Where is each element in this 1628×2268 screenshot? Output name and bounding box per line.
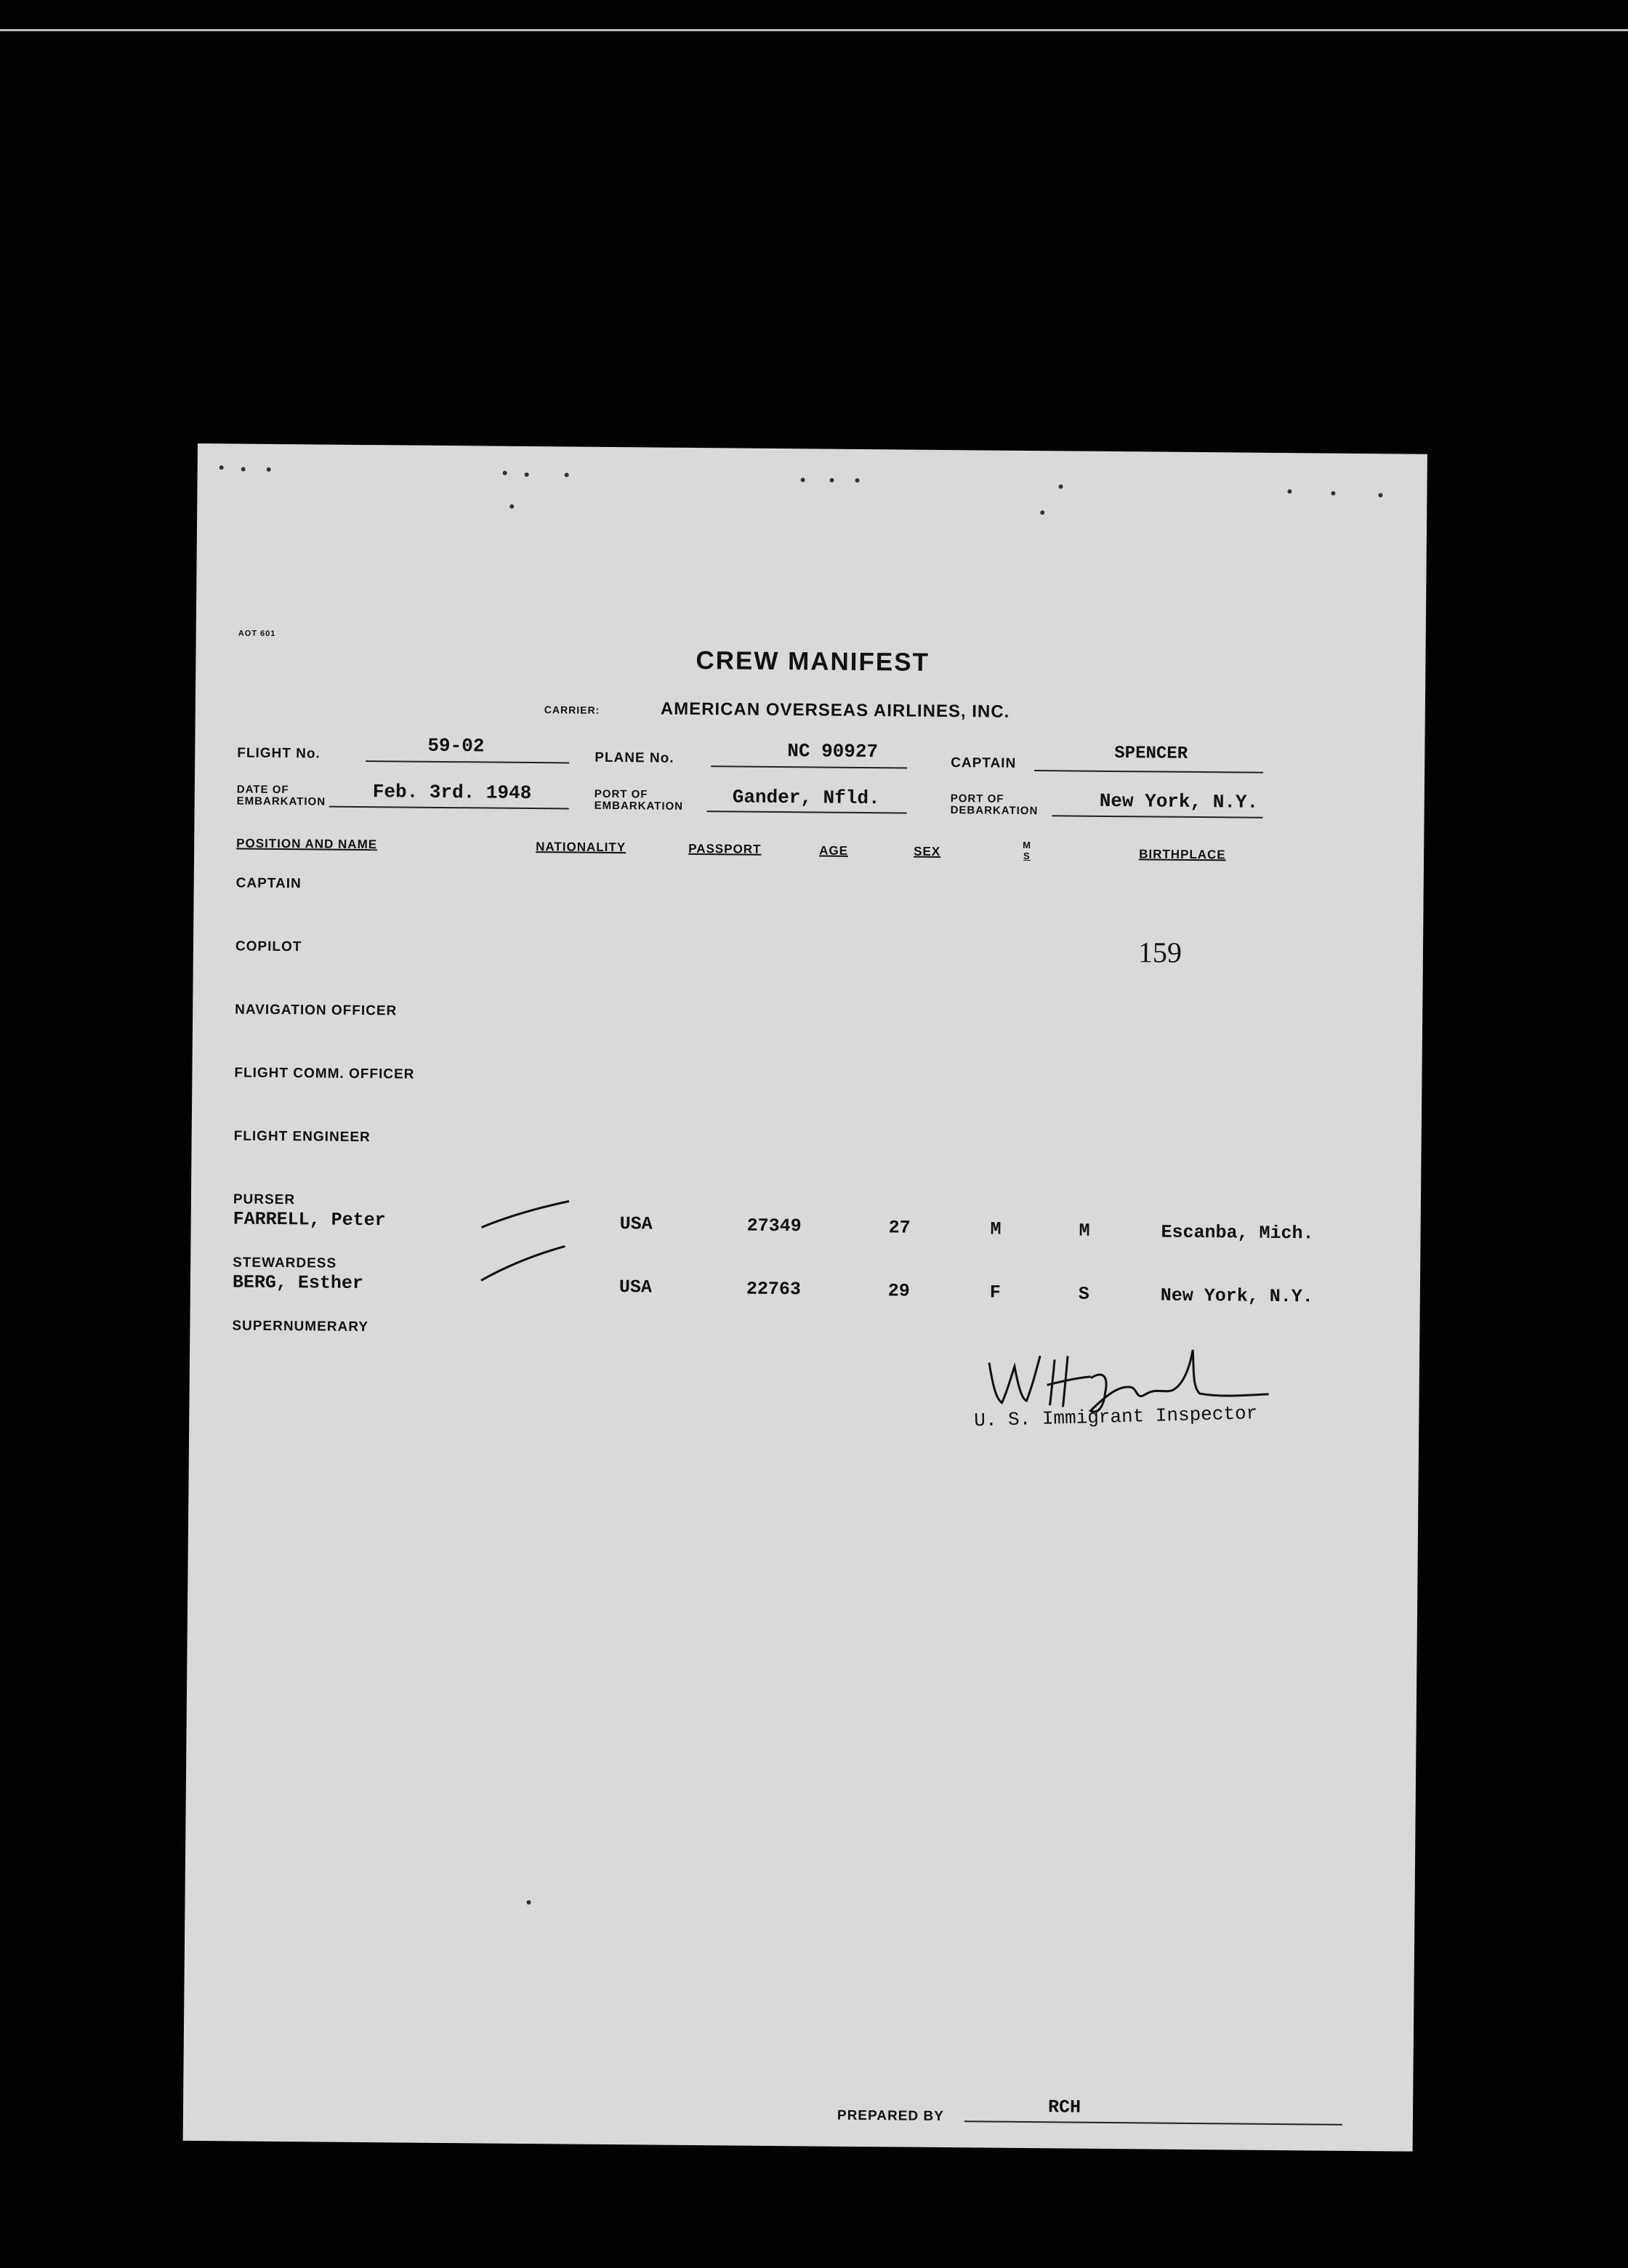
port-embarkation-value: Gander, Nfld. <box>732 786 880 810</box>
port-embarkation-line <box>707 811 907 813</box>
crew-passport: 27349 <box>746 1215 802 1237</box>
col-passport: PASSPORT <box>688 841 762 856</box>
port-debarkation-line <box>1052 815 1263 819</box>
flight-no-value: 59-02 <box>427 734 485 757</box>
col-sex: SEX <box>914 844 941 858</box>
stray-mark <box>526 1900 531 1905</box>
prepared-by-line <box>964 2120 1342 2126</box>
check-mark <box>477 1194 580 1282</box>
registration-mark <box>525 472 529 477</box>
position-stewardess: STEWARDESS <box>233 1255 337 1271</box>
col-birthplace: BIRTHPLACE <box>1139 847 1226 862</box>
inspector-stamp: U. S. Immigrant Inspector <box>973 1402 1258 1432</box>
col-age: AGE <box>819 843 849 858</box>
crew-birthplace: Escanba, Mich. <box>1161 1221 1314 1244</box>
port-embarkation-label-2: EMBARKATION <box>594 799 684 813</box>
position-supernumerary: SUPERNUMERARY <box>232 1318 369 1335</box>
crew-nationality: USA <box>619 1213 653 1235</box>
crew-marital: S <box>1078 1283 1089 1305</box>
crew-marital: M <box>1079 1220 1090 1242</box>
registration-mark <box>1331 491 1335 496</box>
registration-mark <box>855 478 860 483</box>
registration-mark <box>503 471 507 475</box>
col-marital-m: M <box>1023 839 1032 851</box>
registration-mark <box>1040 510 1044 515</box>
crew-sex: F <box>989 1282 1001 1303</box>
date-embarkation-label-1: DATE OF <box>236 783 289 797</box>
carrier-value: AMERICAN OVERSEAS AIRLINES, INC. <box>660 699 1010 722</box>
registration-mark <box>801 478 805 482</box>
registration-mark <box>267 467 271 472</box>
crew-nationality: USA <box>618 1276 653 1298</box>
page-number: 159 <box>1137 936 1182 969</box>
flight-no-label: FLIGHT No. <box>237 745 321 762</box>
crew-age: 27 <box>888 1217 911 1239</box>
crew-age: 29 <box>887 1280 911 1302</box>
crew-name: BERG, Esther <box>232 1271 364 1295</box>
captain-label: CAPTAIN <box>951 755 1017 771</box>
registration-mark <box>1287 489 1291 494</box>
position-flight-comm-officer: FLIGHT COMM. OFFICER <box>234 1065 415 1082</box>
scan-top-rule <box>0 29 1628 31</box>
plane-no-label: PLANE No. <box>595 749 674 766</box>
registration-mark <box>830 478 834 483</box>
date-embarkation-value: Feb. 3rd. 1948 <box>372 781 532 805</box>
crew-sex: M <box>990 1218 1002 1240</box>
position-copilot: COPILOT <box>235 938 302 955</box>
crew-birthplace: New York, N.Y. <box>1160 1284 1313 1308</box>
port-debarkation-label-2: DEBARKATION <box>950 804 1039 818</box>
date-embarkation-line <box>329 806 569 810</box>
position-captain: CAPTAIN <box>235 875 302 892</box>
registration-mark <box>1059 484 1063 488</box>
captain-value: SPENCER <box>1114 744 1188 764</box>
col-nationality: NATIONALITY <box>536 840 626 855</box>
col-marital-s: S <box>1023 850 1031 862</box>
prepared-by-value: RCH <box>1047 2096 1081 2118</box>
crew-manifest-sheet <box>183 443 1427 2152</box>
port-embarkation-label-1: PORT OF <box>594 787 648 801</box>
registration-mark <box>219 465 224 470</box>
port-debarkation-label-1: PORT OF <box>950 792 1004 805</box>
date-embarkation-label-2: EMBARKATION <box>236 795 326 808</box>
registration-mark <box>1378 493 1382 497</box>
prepared-by-label: PREPARED BY <box>837 2107 944 2125</box>
position-purser: PURSER <box>233 1191 296 1208</box>
form-code: AOT 601 <box>238 629 276 638</box>
registration-mark <box>241 467 246 472</box>
flight-no-line <box>366 760 569 763</box>
registration-mark <box>565 472 569 477</box>
position-navigation-officer: NAVIGATION OFFICER <box>235 1002 398 1019</box>
position-flight-engineer: FLIGHT ENGINEER <box>233 1128 371 1146</box>
registration-mark <box>509 504 514 509</box>
port-debarkation-value: New York, N.Y. <box>1099 789 1259 813</box>
plane-no-value: NC 90927 <box>787 740 879 763</box>
carrier-label: CARRIER: <box>544 704 600 716</box>
page-title: CREW MANIFEST <box>696 646 930 677</box>
col-position-name: POSITION AND NAME <box>236 836 378 852</box>
crew-name: FARRELL, Peter <box>233 1208 386 1231</box>
crew-passport: 22763 <box>746 1278 802 1300</box>
plane-no-line <box>711 765 907 768</box>
captain-line <box>1034 770 1263 773</box>
